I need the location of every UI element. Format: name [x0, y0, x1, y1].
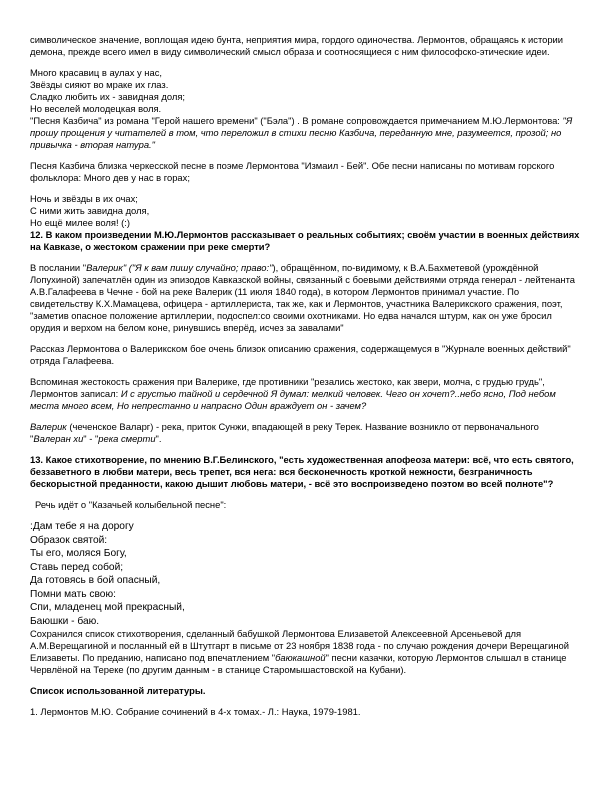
valerik-text-c: ), обращённом, по-видимому, к В.А.Бахметевой (урождённой Лопухиной) запечатлён один из эпизодов Кавказской войны, связанный с боевыми действиями отряда генерал - лейтенанта А.В.Галафеева в Чечне - бой на реке Валерик (11 июля 1840 года), в котором Лермонтов принимал участие. По свидетельству К.Х.Мамацева, офицера - артиллериста, так же, как и Лермонтов, участника Валерикского сражения, поэт, "заметив опасное положение артиллерии, подоспел:со своими охотниками. Но едва начался штурм, как он уже бросил орудия и верхом на белом коне, ринувшись вперёд, исчез за завалами" [30, 262, 575, 333]
valeran-hi-term: Валеран хи [33, 433, 84, 444]
kazbich-note-text: "Песня Казбича" из романа "Герой нашего времени" ("Бэла") . В романе сопровождается примечанием М.Ю.Лермонтова: [30, 115, 563, 126]
valerik-name-text-f: ". [155, 433, 162, 444]
question-12-heading: 12. В каком произведении М.Ю.Лермонтов рассказывает о реальных событиях; своём участии в военных действиях на Кавказе, о жестоком сражении при реке смерти? [30, 229, 580, 252]
vspominaya-quote: И с грустью тайной и сердечной Я думал: мелкий человек. Чего он хочет?..небо ясно, Под небом места много всем, Но непрестанно и напрасно Один враждует он - зачем? [30, 388, 556, 411]
poem-line: Сладко любить их - завидная доля; [30, 91, 185, 102]
poem-line: Баюшки - баю. [30, 615, 100, 627]
literature-item: 1. Лермонтов М.Ю. Собрание сочинений в 4-х томах.- Л.: Наука, 1979-1981. [30, 706, 361, 717]
vspominaya-text: Вспоминая жестокость сражения при Валерике, где противники "резались жестоко, как звери, молча, с грудью грудь", Лермонтов записал: [30, 376, 545, 399]
poem-line: Образок святой: [30, 534, 108, 546]
poem-line: Но веселей молодецкая воля. [30, 103, 162, 114]
poem-line: Ты его, моляся Богу, [30, 548, 127, 559]
poem-line: С ними жить завидна доля, [30, 205, 150, 216]
izmail-paragraph: Песня Казбича близка черкесской песне в поэме Лермонтова "Измаил - Бей". Обе песни написаны по мотивам горского фольклора: Много дев у нас в горах; [30, 160, 555, 183]
question-13-heading: 13. Какое стихотворение, по мнению В.Г.Белинского, "есть художественная апофеоза матери: всё, что есть святого, беззаветного в любви матери, весь трепет, вся нега: вся бесконечность кроткой нежности, безграничность бескорыстной преданности, какою дышит любовь матери, - всё это воспроизведено поэтом во всей полноте"? [30, 454, 574, 489]
poem-line: Да готовясь в бой опасный, [30, 575, 161, 586]
poem-line: Много красавиц в аулах у нас, [30, 67, 162, 78]
valerik-name-text-d: " - " [83, 433, 99, 444]
poem-line: Но ещё милее воля! (:) [30, 217, 131, 228]
rasskaz-paragraph: Рассказ Лермонтова о Валерикском бое очень близок описанию сражения, содержащемуся в "Журнале военных действий" отряда Галафеева. [30, 343, 571, 366]
poem-kazbich [30, 67, 582, 115]
poem-line: Ставь перед собой; [30, 561, 124, 573]
valerik-name-paragraph [30, 421, 582, 445]
valerik-name-text-b: (чеченское Валарг) - река, приток Сунжи, впадающей в реку Терек. Название возникло от первоначального " [30, 421, 539, 444]
sohranilsya-paragraph [30, 628, 582, 676]
kazbich-note-paragraph [30, 115, 582, 151]
intro-paragraph: символическое значение, воплощая идею бунта, неприятия мира, гордого одиночества. Лермонтов, обращаясь к истории демона, прежде всего имел в виду символический смысл образа и соотносящиеся с ним философско-этические идеи. [30, 34, 564, 57]
poem-line: Помни мать свою: [30, 588, 116, 600]
poem-line: Спи, младенец мой прекрасный, [30, 602, 185, 613]
valerik-term: Валерик [30, 421, 67, 432]
valerik-title: Валерик" ("Я к вам пишу случайно; право:" [86, 262, 273, 273]
valerik-text-a: В послании " [30, 262, 87, 273]
rech-paragraph: Речь идёт о "Казачьей колыбельной песне": [35, 499, 227, 510]
literature-heading: Список использованной литературы. [30, 685, 206, 696]
river-of-death-term: река смерти [98, 433, 156, 444]
kazbich-note-quote: "Я прошу прощения у читателей в том, что переложил в стихи песню Казбича, переданную мне, разумеется, прозой; но привычка - вторая натура." [30, 115, 573, 150]
vspominaya-paragraph [30, 376, 582, 412]
poem-line: Звёзды сияют во мраке их глаз. [30, 79, 169, 90]
sohranilsya-text-c: " песни казачки, которую Лермонтов слышал в станице Червлёной на Тереке (по другим данным - в станице Старомышастовской на Кубани). [30, 652, 567, 675]
poem-izmail [30, 193, 582, 229]
poem-line: Ночь и звёзды в их очах; [30, 193, 138, 204]
poem-lullaby [30, 520, 582, 628]
sohranilsya-text-a: Сохранился список стихотворения, сделанный бабушкой Лермонтова Елизаветой Алексеевной Арсеньевой для А.М.Верещагиной и посланный ей в Штутгарт в письме от 23 ноября 1838 года - по случаю рождения дочери Верещагиной Елизаветы. По преданию, написано под впечатлением " [30, 628, 569, 663]
poem-line: :Дам тебе я на дорогу [30, 521, 134, 532]
valerik-paragraph [30, 262, 582, 334]
bayukashnoy-term: баюкашной [275, 652, 326, 663]
